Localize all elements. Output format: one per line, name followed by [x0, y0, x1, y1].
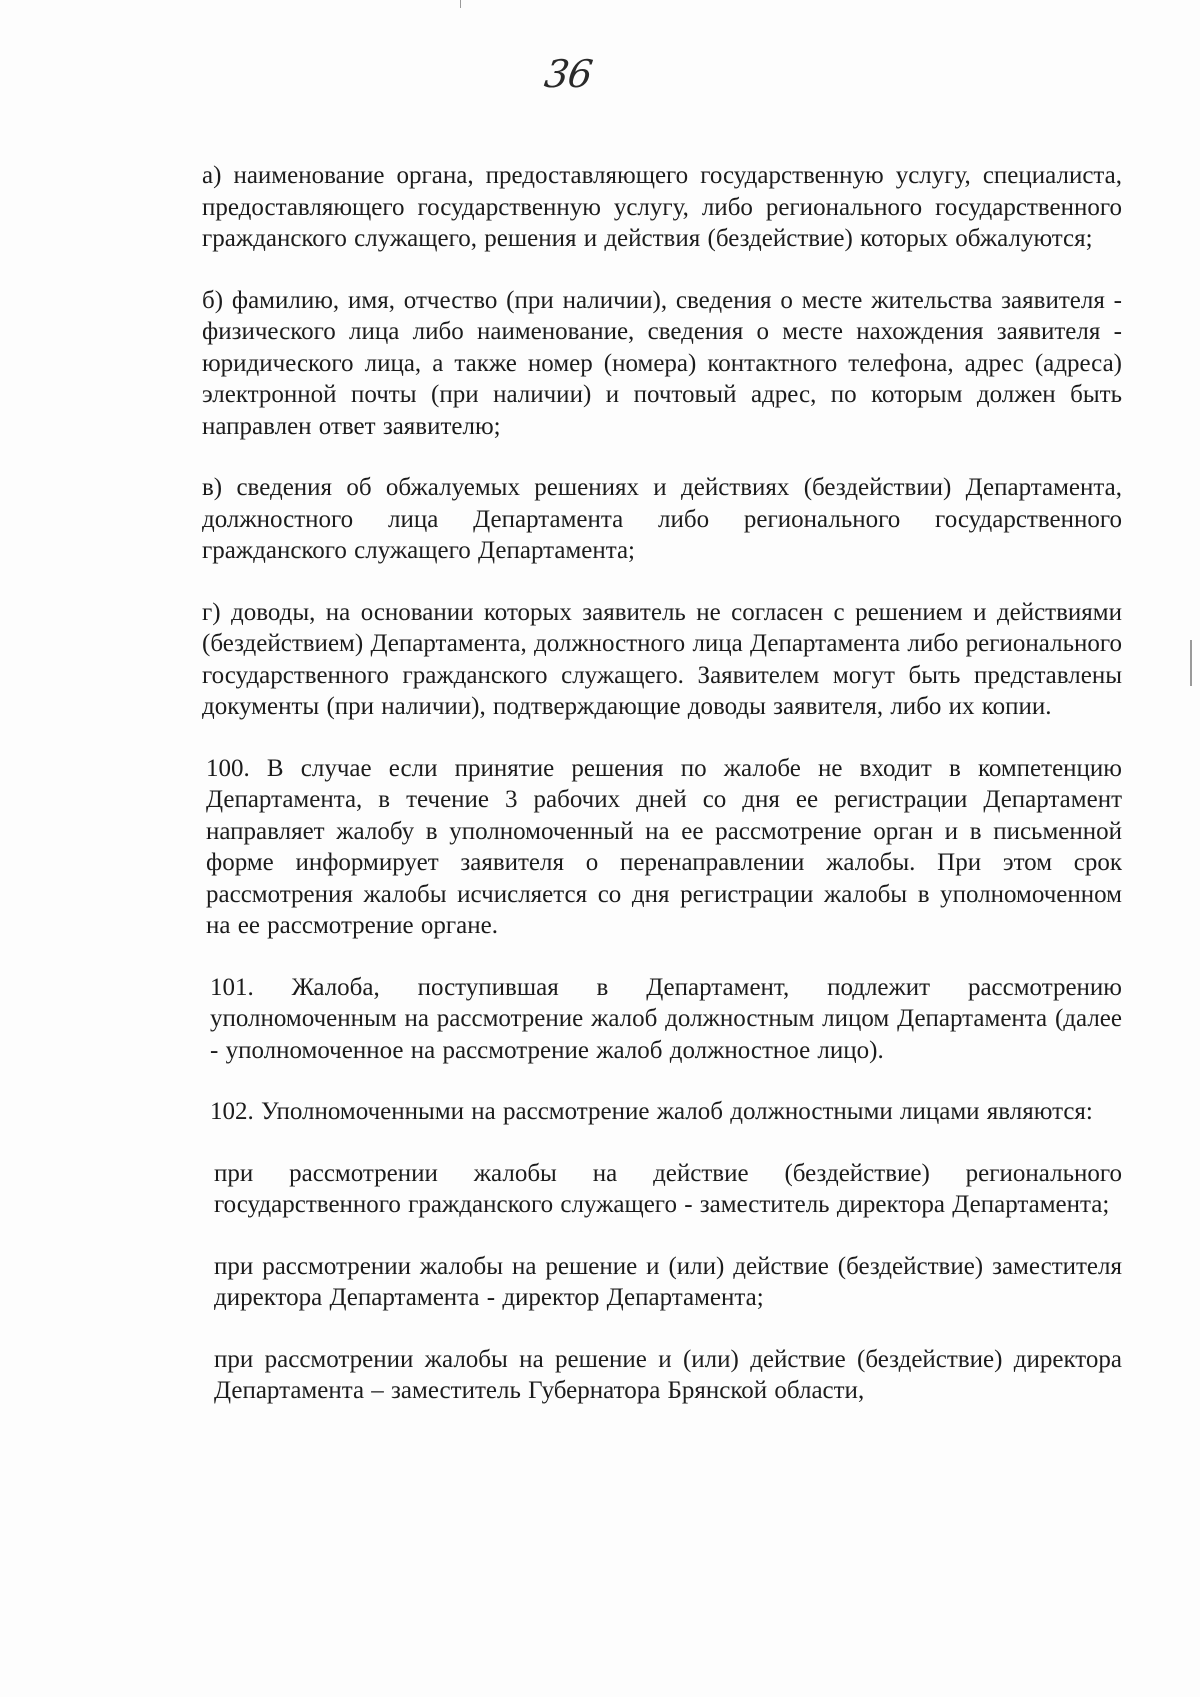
paragraph-100: 100. В случае если принятие решения по жалобе не входит в компетенцию Департамента, в течение 3 рабочих дней со дня ее регистрации Департамент направляет жалобу в уполномоченный на ее рассмотрение орган и в письменной форме информирует заявителя о перенаправлении жалобы. При этом срок рассмотрения жалобы исчисляется со дня регистрации жалобы в уполномоченном на ее рассмотрение органе. — [206, 754, 1122, 939]
paragraph-item-1: при рассмотрении жалобы на действие (бездействие) регионального государственного гражданского служащего - заместитель директора Департамента; — [214, 1159, 1122, 1218]
paragraph-v: в) сведения об обжалуемых решениях и действиях (бездействии) Департамента, должностного лица Департамента либо регионального государственного гражданского служащего Департамента; — [202, 474, 1122, 564]
paragraph-101: 101. Жалоба, поступившая в Департамент, подлежит рассмотрению уполномоченным на рассмотрение жалоб должностным лицом Департамента (далее - уполномоченное на рассмотрение жалоб должностное лицо). — [210, 973, 1122, 1064]
paragraph-b: б) фамилию, имя, отчество (при наличии), сведения о месте жительства заявителя - физического лица либо наименование, сведения о месте нахождения заявителя - юридического лица, а также номер (номера) контактного телефона, адрес (адреса) электронной почты (при наличии) и почтовый адрес, по которым должен быть направлен ответ заявителю; — [202, 286, 1122, 440]
document-body — [202, 160, 1122, 1437]
page-number: 36 — [541, 52, 595, 96]
paragraph-g: г) доводы, на основании которых заявитель не согласен с решением и действиями (бездействием) Департамента, должностного лица Департамента либо регионального государственного гражданского служащего. Заявителем могут быть представлены документы (при наличии), подтверждающие доводы заявителя, либо их копии. — [202, 598, 1122, 720]
paragraph-102: 102. Уполномоченными на рассмотрение жалоб должностными лицами являются: — [210, 1098, 1093, 1125]
paragraph-a: а) наименование органа, предоставляющего государственную услугу, специалиста, предоставляющего государственную услугу, либо регионального государственного гражданского служащего, решения и действия (бездействие) которых обжалуются; — [202, 162, 1122, 252]
paragraph-item-3: при рассмотрении жалобы на решение и (или) действие (бездействие) директора Департамента – заместитель Губернатора Брянской области, — [214, 1345, 1122, 1404]
scan-artifact-right — [1190, 640, 1192, 686]
scan-artifact-top — [460, 0, 461, 8]
paragraph-item-2: при рассмотрении жалобы на решение и (или) действие (бездействие) заместителя директора Департамента - директор Департамента; — [214, 1252, 1122, 1311]
